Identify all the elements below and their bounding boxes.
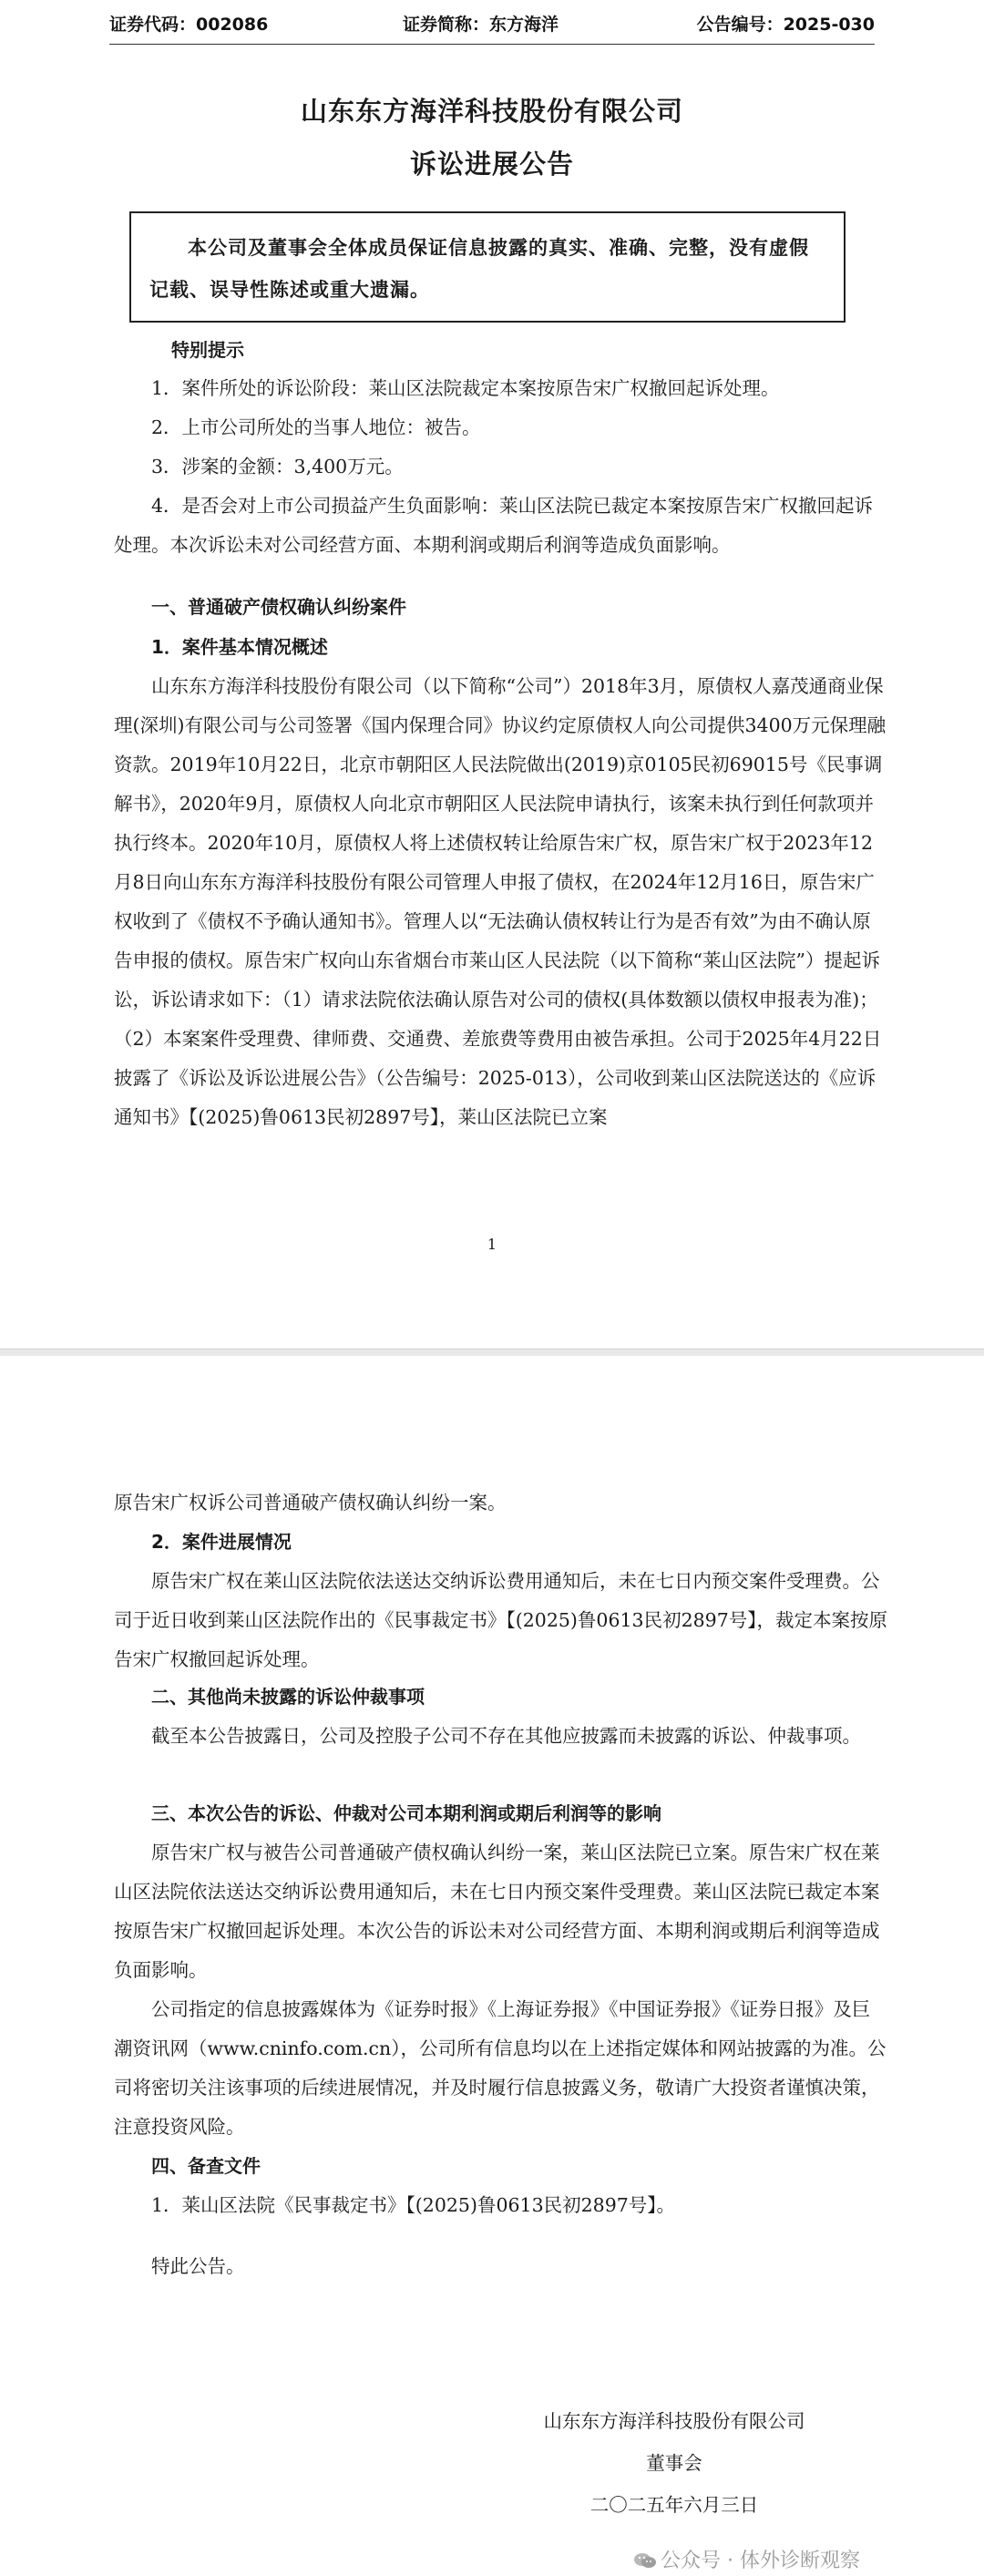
section-4-heading: 四、备查文件: [151, 2155, 261, 2177]
section-3-paragraph-1: 原告宋广权与被告公司普通破产债权确认纠纷一案，莱山区法院已立案。原告宋广权在莱山区法院依法送达交纳诉讼费用通知后，未在七日内预交案件受理费。莱山区法院已裁定本案按原告宋广权撤回起诉处理。本次公告的诉讼未对公司经营方面、本期利润或期后利润等造成负面影响。: [114, 1842, 880, 1981]
page-number: 1: [487, 1236, 497, 1253]
section-3-paragraph-2: 公司指定的信息披露媒体为《证券时报》《上海证券报》《中国证券报》《证券日报》及巨潮资讯网（www.cninfo.com.cn），公司所有信息均以在上述指定媒体和网站披露的为准。公司将密切关注该事项的后续进展情况，并及时履行信息披露义务，敬请广大投资者谨慎决策，注意投资风险。: [114, 1998, 887, 2138]
special-notice-heading: 特别提示: [171, 339, 244, 361]
document-title: 诉讼进展公告: [409, 149, 574, 180]
document-page-2: [0, 1356, 984, 2576]
section-1-heading: 一、普通破产债权确认纠纷案件: [151, 596, 406, 618]
document-header: [109, 11, 875, 44]
board-statement: 本公司及董事会全体成员保证信息披露的真实、准确、完整，没有虚假记载、误导性陈述或重大遗漏。: [149, 236, 809, 301]
signature-company: 山东东方海洋科技股份有限公司: [543, 2410, 805, 2432]
stock-short-name: 证券简称：东方海洋: [403, 15, 559, 35]
announcement-number: 公告编号：2025-030: [696, 15, 875, 35]
reference-document-item: 1．莱山区法院《民事裁定书》【(2025)鲁0613民初2897号】。: [151, 2194, 676, 2216]
header-divider: [109, 44, 875, 45]
company-title: 山东东方海洋科技股份有限公司: [300, 96, 683, 127]
signature-date: 二〇二五年六月三日: [589, 2494, 759, 2516]
section-2-paragraph: 截至本公告披露日，公司及控股子公司不存在其他应披露而未披露的诉讼、仲裁事项。: [151, 1725, 861, 1747]
wechat-icon: [633, 2551, 657, 2570]
case-progress-paragraph: 原告宋广权在莱山区法院依法送达交纳诉讼费用通知后，未在七日内预交案件受理费。公司于近日收到莱山区法院作出的《民事裁定书》【(2025)鲁0613民初2897号】，裁定本案按原告宋广权撤回起诉处理。: [114, 1570, 888, 1670]
special-item-1: 1．案件所处的诉讼阶段：莱山区法院裁定本案按原告宋广权撤回起诉处理。: [151, 377, 780, 399]
case-overview-continuation: 原告宋广权诉公司普通破产债权确认纠纷一案。: [114, 1492, 507, 1514]
case-overview-paragraph: 山东东方海洋科技股份有限公司（以下简称“公司”）2018年3月，原债权人嘉茂通商业保理(深圳)有限公司与公司签署《国内保理合同》协议约定原债权人向公司提供3400万元保理融资款。2019年10月22日，北京市朝阳区人民法院做出(2019)京0105民初69015号《民事调解书》，2020年9月，原债权人向北京市朝阳区人民法院申请执行，该案未执行到任何款项并执行终本。2020年10月，原债权人将上述债权转让给原告宋广权，原告宋广权于2023年12月8日向山东东方海洋科技股份有限公司管理人申报了债权，在2024年12月16日，原告宋广权收到了《债权不予确认通知书》。管理人以“无法确认债权转让行为是否有效”为由不确认原告申报的债权。原告宋广权向山东省烟台市莱山区人民法院（以下简称“莱山区法院”）提起诉讼，诉讼请求如下：（1）请求法院依法确认原告对公司的债权(具体数额以债权申报表为准)；（2）本案案件受理费、律师费、交通费、差旅费等费用由被告承担。公司于2025年4月22日披露了《诉讼及诉讼进展公告》（公告编号：2025-013），公司收到莱山区法院送达的《应诉通知书》【(2025)鲁0613民初2897号】，莱山区法院已立案: [114, 675, 887, 1128]
board-statement-box: [129, 211, 846, 323]
section-3-heading: 三、本次公告的诉讼、仲裁对公司本期利润或期后利润等的影响: [151, 1802, 661, 1824]
section-2-heading: 二、其他尚未披露的诉讼仲裁事项: [151, 1686, 425, 1708]
closing-statement: 特此公告。: [151, 2255, 245, 2277]
stock-code: 证券代码：002086: [109, 15, 269, 35]
watermark-text: 公众号 · 体外诊断观察: [661, 2550, 860, 2572]
section-1-subheading-1: 1．案件基本情况概述: [151, 636, 328, 658]
signature-board: 董事会: [646, 2452, 702, 2474]
special-item-4: 4．是否会对上市公司损益产生负面影响：莱山区法院已裁定本案按原告宋广权撤回起诉处理。本次诉讼未对公司经营方面、本期利润或期后利润等造成负面影响。: [114, 495, 874, 556]
watermark: [633, 2545, 860, 2573]
section-1-subheading-2: 2．案件进展情况: [151, 1531, 292, 1553]
special-item-3: 3．涉案的金额：3,400万元。: [151, 456, 404, 477]
special-item-2: 2．上市公司所处的当事人地位：被告。: [151, 416, 481, 438]
